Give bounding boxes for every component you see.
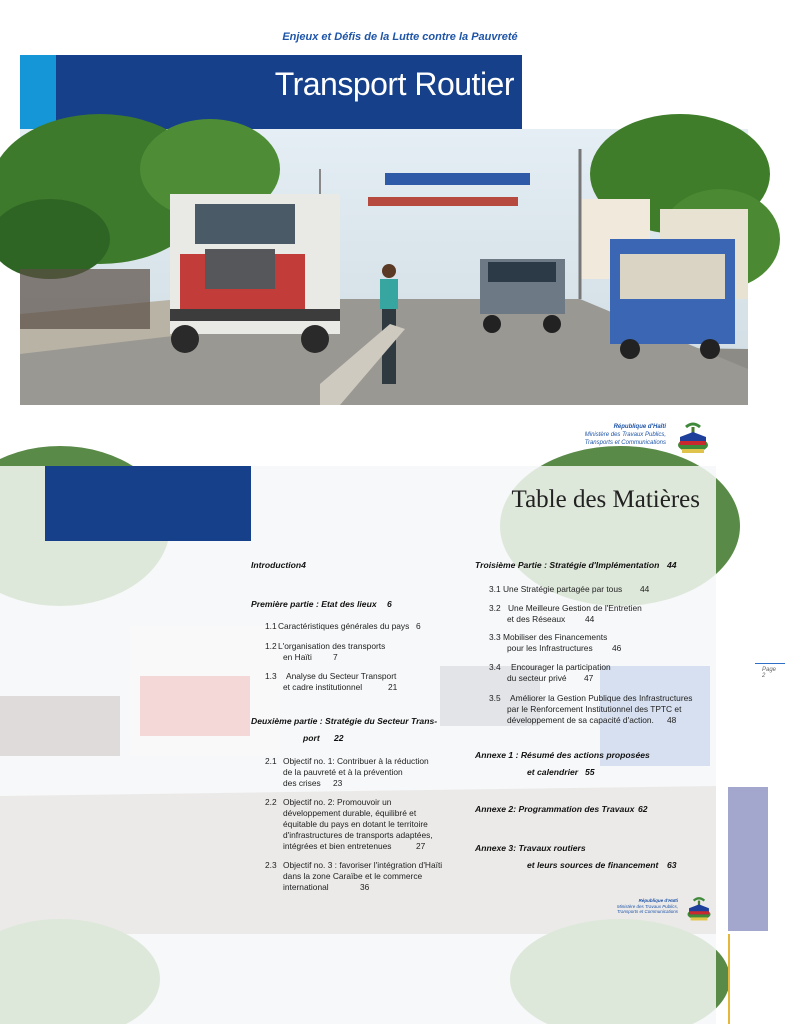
toc-entry: d'infrastructures de transports adaptées, <box>283 830 433 840</box>
cover-title: Transport Routier <box>274 66 514 102</box>
toc-page: 36 <box>360 882 370 892</box>
accent-bar <box>20 55 56 129</box>
toc-entry: développement de sa capacité d'action. <box>507 715 654 725</box>
toc-page: 6 <box>387 599 392 609</box>
toc-num: 2.3 <box>265 860 277 870</box>
white-overlay <box>0 466 716 1024</box>
coat-of-arms-logo <box>676 421 710 455</box>
coat-of-arms-logo <box>686 896 712 922</box>
toc-num: 1.2 <box>265 641 277 651</box>
toc-heading: port <box>303 733 320 743</box>
toc-heading: Annexe 2: Programmation des Travaux <box>475 804 635 814</box>
toc-heading: et calendrier <box>527 767 579 777</box>
toc-heading: Annexe 3: Travaux routiers <box>475 843 586 853</box>
toc-entry: L'organisation des transports <box>278 641 386 651</box>
ministry-line: Ministère des Travaux Publics, <box>617 903 678 909</box>
toc-entry: et des Réseaux <box>507 614 566 624</box>
toc-entry: Mobiliser des Financements <box>503 632 608 642</box>
toc-entry: Encourager la participation <box>511 662 611 672</box>
toc-entry: Caractéristiques générales du pays <box>278 621 410 631</box>
page-number: Page 2 <box>762 667 777 679</box>
toc-page: 46 <box>612 643 622 653</box>
toc-entry: intégrées et bien entretenues <box>283 841 392 851</box>
toc-entry: des crises <box>283 778 321 788</box>
gold-rule <box>728 934 730 1024</box>
ministry-line: Ministère des Travaux Publics, <box>584 432 666 438</box>
toc-entry: Améliorer la Gestion Publique des Infrastructures <box>510 693 693 703</box>
toc-page: 44 <box>585 614 595 624</box>
toc-entry: en Haïti <box>283 652 312 662</box>
toc-entry: dans la zone Caraïbe et le commerce <box>283 871 423 881</box>
toc-entry: international <box>283 882 329 892</box>
toc-entry: Objectif no. 2: Promouvoir un <box>283 797 392 807</box>
series-title: Enjeux et Défis de la Lutte contre la Pauvreté <box>282 31 518 43</box>
toc-num: 3.3 <box>489 632 501 642</box>
toc-page: 47 <box>584 673 594 683</box>
toc-page: 21 <box>388 682 398 692</box>
toc-page: 27 <box>416 841 426 851</box>
toc-page: 22 <box>334 733 344 743</box>
toc-heading: Première partie : Etat des lieux <box>251 599 377 609</box>
toc-num: 3.1 <box>489 584 501 594</box>
toc-num: 2.1 <box>265 756 277 766</box>
toc-page: 6 <box>416 621 421 631</box>
ministry-republic: République d'Haïti <box>613 424 666 430</box>
toc-page: 23 <box>333 778 343 788</box>
toc-page: 7 <box>333 652 338 662</box>
toc-page: 44 <box>640 584 650 594</box>
ministry-line: Transports et Communications <box>584 440 666 446</box>
toc-page: 63 <box>667 860 677 870</box>
toc-entry: par le Renforcement Institutionnel des TPTC et <box>507 704 682 714</box>
toc-page: 48 <box>667 715 677 725</box>
toc-num: 1.3 <box>265 671 277 681</box>
side-tab <box>728 787 768 931</box>
toc-num: 2.2 <box>265 797 277 807</box>
street-photo <box>20 129 748 405</box>
toc-entry: Analyse du Secteur Transport <box>286 671 397 681</box>
toc-entry: Objectif no. 3 : favoriser l'intégration d'Haïti <box>283 860 443 870</box>
ministry-signature <box>540 423 666 447</box>
toc-num: 3.5 <box>489 693 501 703</box>
toc-entry: de la pauvreté et à la prévention <box>283 767 403 777</box>
toc-heading: Deuxième partie : Stratégie du Secteur Trans- <box>251 716 438 726</box>
toc-heading: Introduction4 <box>251 560 306 570</box>
toc-entry: développement durable, équilibré et <box>283 808 417 818</box>
toc-entry: Une Meilleure Gestion de l'Entretien <box>508 603 642 613</box>
toc-entry: pour les Infrastructures <box>507 643 593 653</box>
ministry-line: Transports et Communications <box>617 909 678 914</box>
toc-entry: équitable du pays en dotant le territoire <box>283 819 428 829</box>
toc-title: Table des Matières <box>511 486 700 513</box>
toc-page: 44 <box>667 560 677 570</box>
toc-heading: et leurs sources de financement <box>527 860 659 870</box>
toc-num: 3.2 <box>489 603 501 613</box>
page-rule <box>755 663 785 664</box>
toc-page: 62 <box>638 804 648 814</box>
toc-entry: Une Stratégie partagée par tous <box>503 584 623 594</box>
toc-entry: et cadre institutionnel <box>283 682 363 692</box>
ministry-signature <box>588 898 678 915</box>
toc-entry: Objectif no. 1: Contribuer à la réduction <box>283 756 429 766</box>
toc-heading: Troisième Partie : Stratégie d'Implémentation <box>475 560 660 570</box>
toc-num: 1.1 <box>265 621 277 631</box>
toc-heading: Annexe 1 : Résumé des actions proposées <box>475 750 650 760</box>
toc-page: 55 <box>585 767 595 777</box>
ministry-republic: République d'Haïti <box>638 898 678 903</box>
toc-entry: du secteur privé <box>507 673 567 683</box>
header-block <box>45 466 251 541</box>
toc-num: 3.4 <box>489 662 501 672</box>
